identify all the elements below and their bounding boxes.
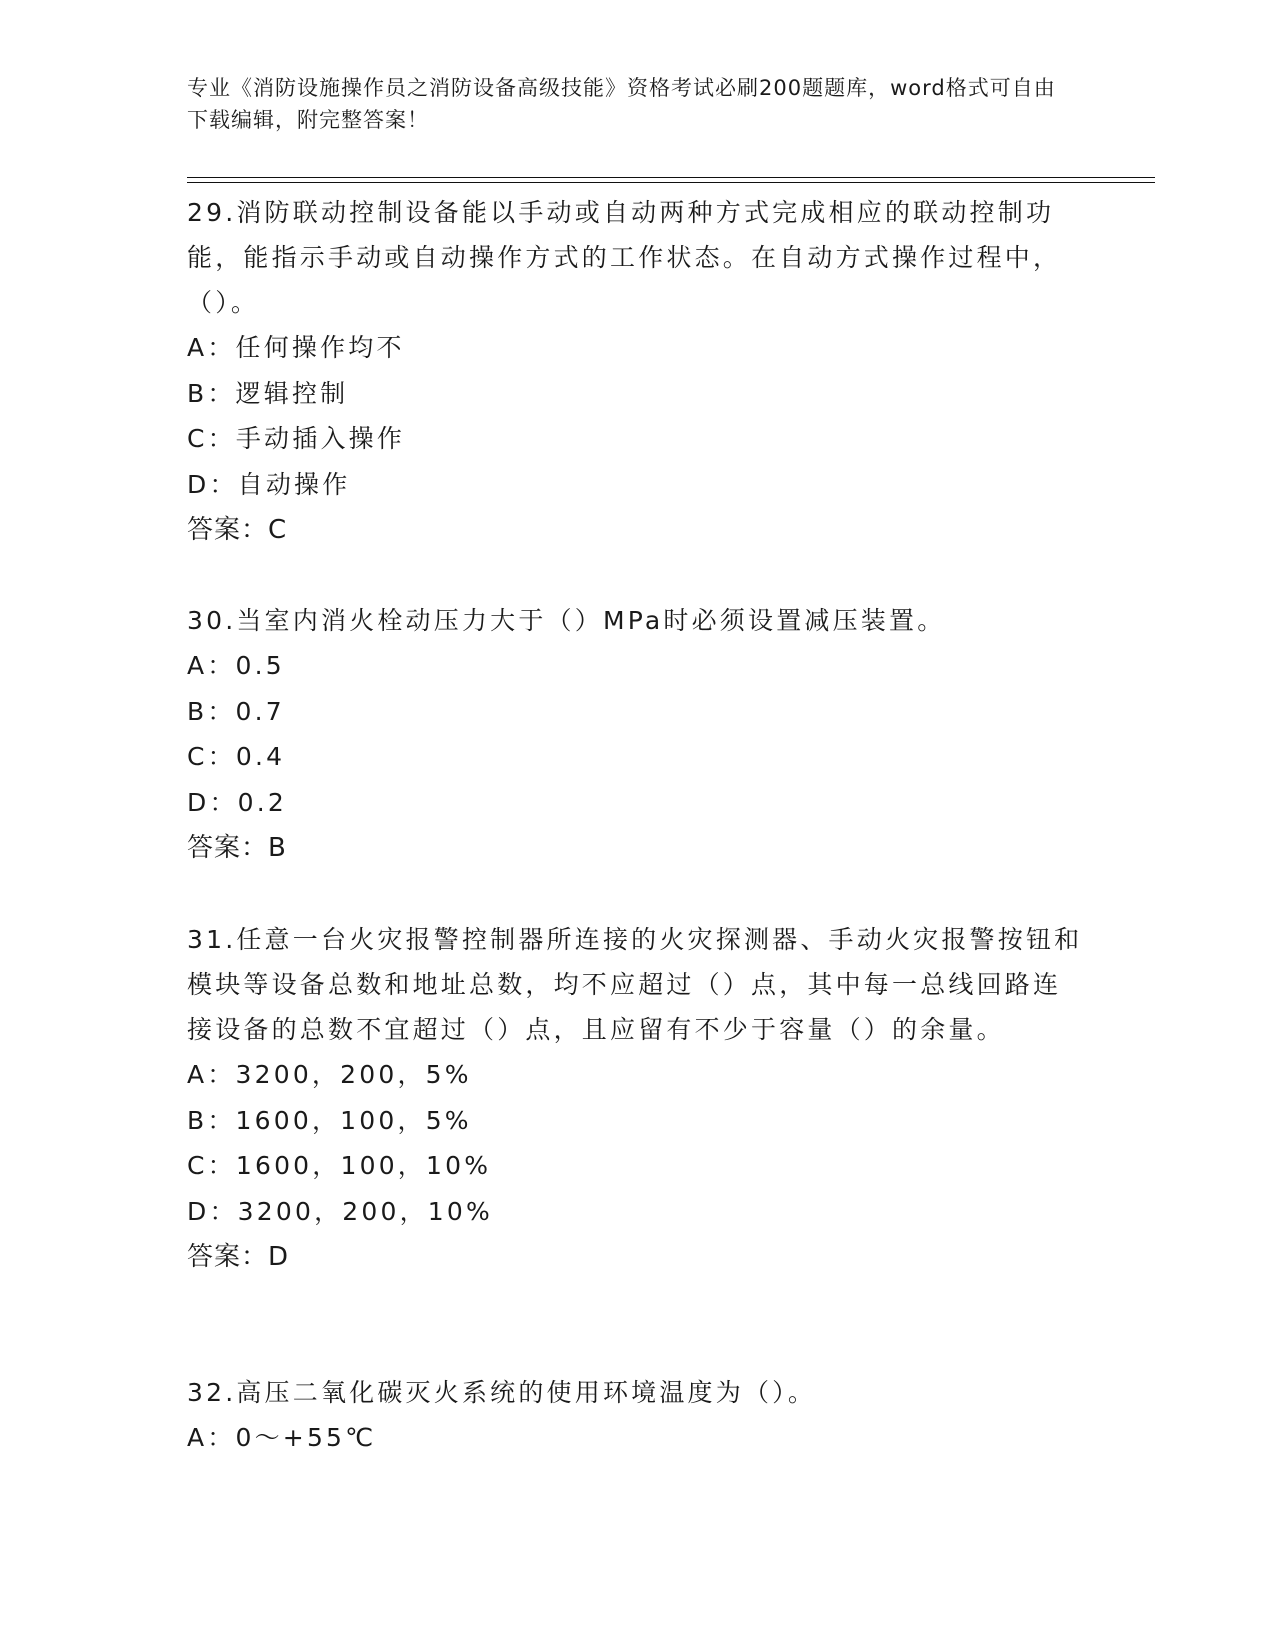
question-stem: 31.任意一台火灾报警控制器所连接的火灾探测器、手动火灾报警按钮和模块等设备总数和地址总数，均不应超过（）点，其中每一总线回路连接设备的总数不宜超过（）点，且应留有不少于容量（）的余量。 [187,925,1083,1044]
question-29 [187,190,1087,553]
option-d: D：3200，200，10% [187,1196,493,1226]
answer: 答案：B [187,833,287,863]
option-d: D：0.2 [187,787,288,817]
option-a: A：3200，200，5% [187,1060,472,1089]
header-divider-top [187,177,1155,178]
option-a: A：0.5 [187,651,285,680]
option-b: B：1600，100，5% [187,1105,472,1135]
question-stem: 32.高压二氧化碳灭火系统的使用环境温度为（）。 [187,1378,817,1407]
question-31 [187,917,1087,1280]
question-stem: 30.当室内消火栓动压力大于（）MPa时必须设置减压装置。 [187,606,946,635]
option-d: D：自动操作 [187,469,351,499]
header-divider-bottom [187,182,1155,183]
option-a: A：任何操作均不 [187,333,405,362]
answer: 答案：C [187,515,288,545]
answer: 答案：D [187,1242,290,1272]
option-a: A：0～+55℃ [187,1423,377,1452]
option-b: B：0.7 [187,696,285,726]
question-stem: 29.消防联动控制设备能以手动或自动两种方式完成相应的联动控制功能，能指示手动或自动操作方式的工作状态。在自动方式操作过程中，（）。 [187,198,1062,317]
document-header: 专业《消防设施操作员之消防设备高级技能》资格考试必刷200题题库，word格式可自由下载编辑，附完整答案！ [187,76,1056,132]
option-c: C：1600，100，10% [187,1151,492,1180]
question-32 [187,1370,1087,1461]
option-c: C：0.4 [187,742,286,771]
question-30 [187,598,1087,871]
option-c: C：手动插入操作 [187,424,406,453]
option-b: B：逻辑控制 [187,378,349,408]
